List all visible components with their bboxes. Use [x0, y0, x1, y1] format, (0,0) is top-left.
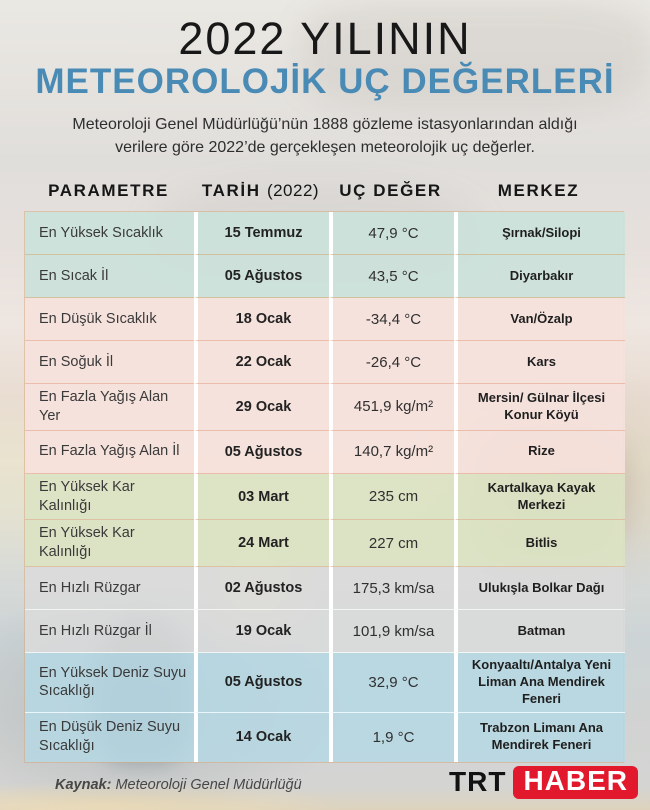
table-row	[25, 298, 623, 341]
date-cell: 24 Mart	[194, 520, 329, 567]
value-cell: 101,9 km/sa	[329, 610, 454, 653]
column-header-value: UÇ DEĞER	[339, 181, 442, 200]
value-cell: -34,4 °C	[329, 298, 454, 341]
table-row	[25, 567, 623, 610]
table-row	[25, 474, 623, 521]
page-description	[35, 113, 615, 159]
date-cell: 22 Ocak	[194, 341, 329, 384]
date-cell: 05 Ağustos	[194, 431, 329, 474]
table-row	[25, 212, 623, 255]
date-cell: 02 Ağustos	[194, 567, 329, 610]
logo-trt-text: TRT	[449, 766, 507, 798]
date-cell: 05 Ağustos	[194, 255, 329, 298]
description-line-2: verilere göre 2022’de gerçekleşen meteorolojik uç değerler.	[115, 139, 535, 157]
parameter-cell: En Fazla Yağış Alan İl	[25, 431, 194, 474]
table-row	[25, 255, 623, 298]
page-title: 2022 YILININ	[178, 13, 472, 64]
date-cell: 29 Ocak	[194, 384, 329, 431]
value-cell: 140,7 kg/m²	[329, 431, 454, 474]
location-cell: Rize	[454, 431, 625, 474]
value-cell: 32,9 °C	[329, 653, 454, 713]
location-cell: Batman	[454, 610, 625, 653]
parameter-cell: En Düşük Deniz Suyu Sıcaklığı	[25, 713, 194, 762]
location-cell: Bitlis	[454, 520, 625, 567]
description-line-1: Meteoroloji Genel Müdürlüğü’nün 1888 gözleme istasyonlarından aldığı	[72, 116, 578, 133]
value-cell: 1,9 °C	[329, 713, 454, 762]
column-header-parameter: PARAMETRE	[48, 181, 169, 200]
column-header-location: MERKEZ	[497, 181, 580, 200]
location-cell: Diyarbakır	[454, 255, 625, 298]
value-cell: -26,4 °C	[329, 341, 454, 384]
logo-haber-badge: HABER	[513, 766, 638, 799]
parameter-cell: En Yüksek Kar Kalınlığı	[25, 474, 194, 521]
date-cell: 19 Ocak	[194, 610, 329, 653]
location-cell: Van/Özalp	[454, 298, 625, 341]
date-cell: 03 Mart	[194, 474, 329, 521]
source-text: Meteoroloji Genel Müdürlüğü	[111, 777, 302, 793]
parameter-cell: En Yüksek Sıcaklık	[25, 212, 194, 255]
value-cell: 47,9 °C	[329, 212, 454, 255]
parameter-cell: En Düşük Sıcaklık	[25, 298, 194, 341]
parameter-cell: En Yüksek Kar Kalınlığı	[25, 520, 194, 567]
trt-haber-logo	[449, 766, 638, 799]
column-header-date-note: (2022)	[266, 181, 320, 200]
table-row	[25, 713, 623, 762]
parameter-cell: En Yüksek Deniz Suyu Sıcaklığı	[25, 653, 194, 713]
value-cell: 235 cm	[329, 474, 454, 521]
value-cell: 227 cm	[329, 520, 454, 567]
source-note	[55, 777, 302, 793]
table-row	[25, 431, 623, 474]
parameter-cell: En Sıcak İl	[25, 255, 194, 298]
table-header	[24, 181, 624, 201]
location-cell: Şırnak/Silopi	[454, 212, 625, 255]
table-row	[25, 384, 623, 431]
location-cell: Mersin/ Gülnar İlçesi Konur Köyü	[454, 384, 625, 431]
location-cell: Konyaaltı/Antalya Yeni Liman Ana Mendirek Feneri	[454, 653, 625, 713]
location-cell: Kars	[454, 341, 625, 384]
source-label: Kaynak:	[55, 777, 112, 793]
parameter-cell: En Fazla Yağış Alan Yer	[25, 384, 194, 431]
table-row	[25, 610, 623, 653]
date-cell: 15 Temmuz	[194, 212, 329, 255]
value-cell: 175,3 km/sa	[329, 567, 454, 610]
value-cell: 43,5 °C	[329, 255, 454, 298]
parameter-cell: En Hızlı Rüzgar İl	[25, 610, 194, 653]
value-cell: 451,9 kg/m²	[329, 384, 454, 431]
date-cell: 05 Ağustos	[194, 653, 329, 713]
parameter-cell: En Soğuk İl	[25, 341, 194, 384]
location-cell: Ulukışla Bolkar Dağı	[454, 567, 625, 610]
date-cell: 18 Ocak	[194, 298, 329, 341]
date-cell: 14 Ocak	[194, 713, 329, 762]
table-row	[25, 341, 623, 384]
location-cell: Trabzon Limanı Ana Mendirek Feneri	[454, 713, 625, 762]
parameter-cell: En Hızlı Rüzgar	[25, 567, 194, 610]
page-subtitle: METEOROLOJİK UÇ DEĞERLERİ	[35, 62, 615, 101]
table-row	[25, 653, 623, 713]
column-header-date-label: TARİH	[201, 181, 261, 200]
table-row	[25, 520, 623, 567]
location-cell: Kartalkaya Kayak Merkezi	[454, 474, 625, 521]
table-body	[24, 211, 624, 763]
column-header-date	[193, 181, 328, 201]
